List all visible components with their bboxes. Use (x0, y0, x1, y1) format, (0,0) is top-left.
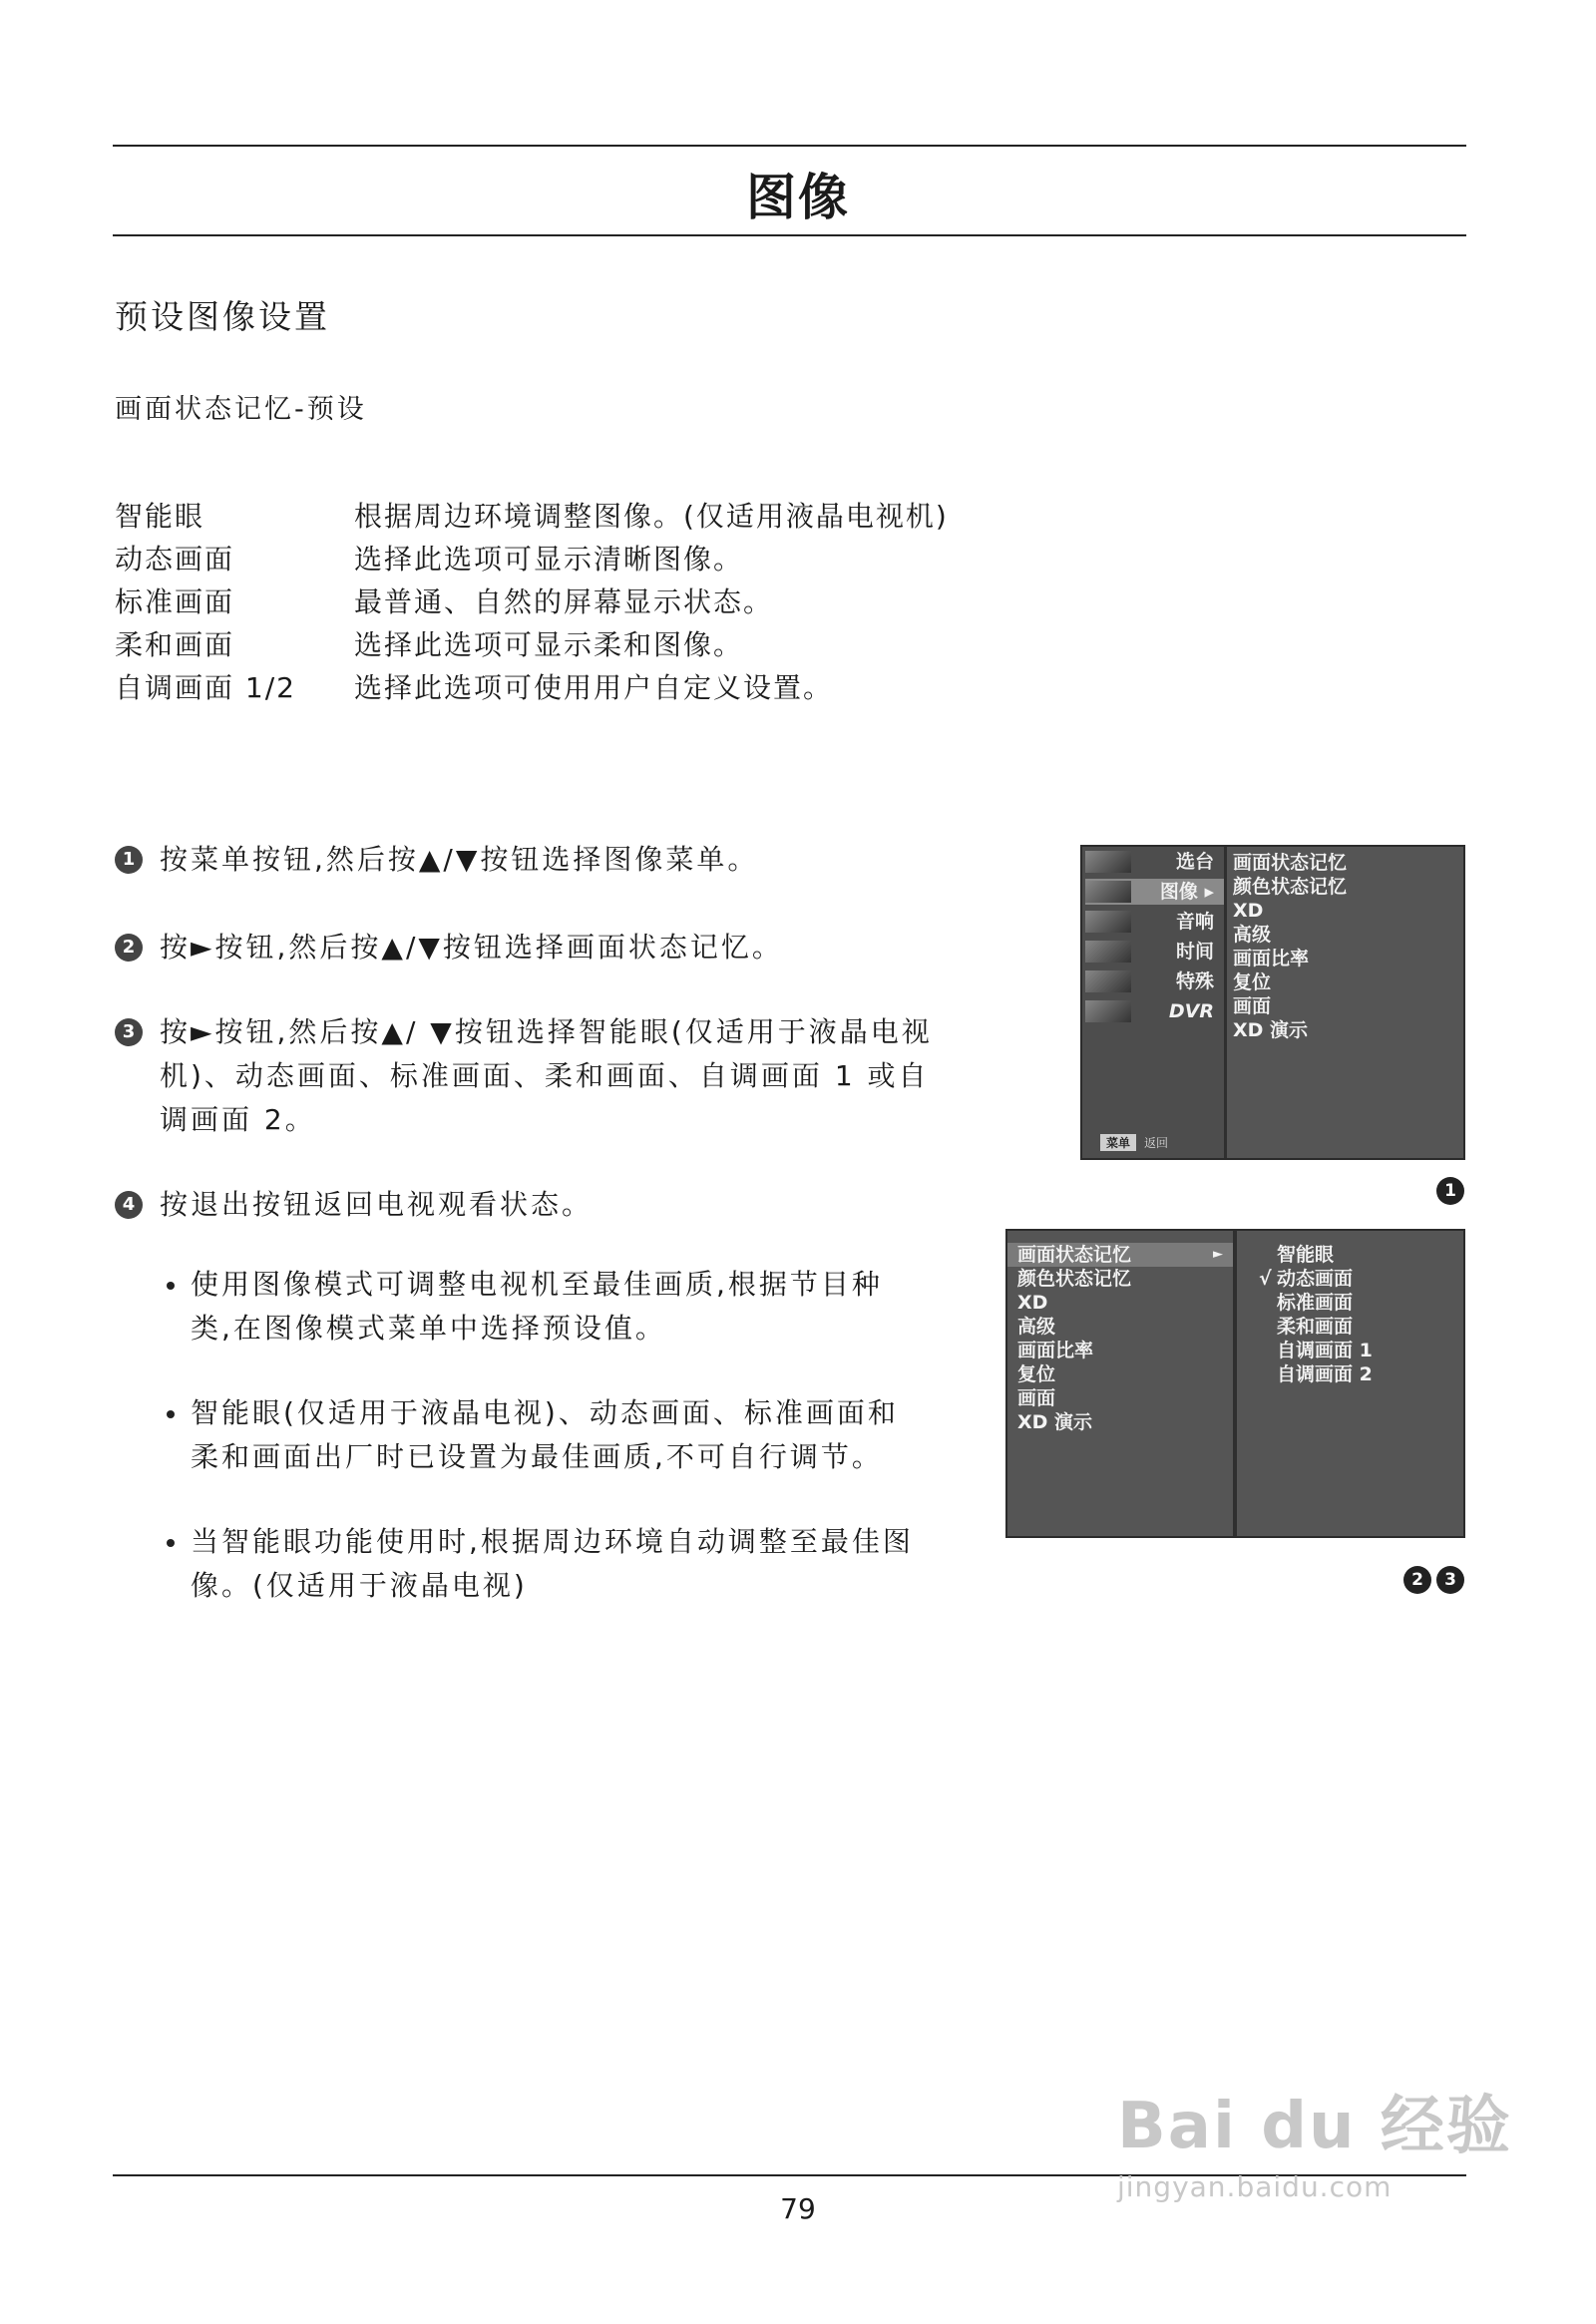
option-xd[interactable]: XD (1233, 900, 1264, 922)
definition-desc: 选择此选项可使用用户自定义设置。 (354, 671, 834, 704)
option-xd-demo[interactable]: XD 演示 (1233, 1019, 1309, 1041)
figure-marker-2: 2 (1403, 1566, 1431, 1594)
main-menu-column (1082, 847, 1227, 1158)
definition-term: 自调画面 1/2 (115, 671, 296, 704)
menu-footer (1100, 1134, 1168, 1151)
step-number: 2 (115, 934, 143, 962)
submenu-dynamic[interactable]: √ 动态画面 (1259, 1268, 1354, 1290)
menu-item-picture[interactable]: 图像 ▸ (1085, 879, 1224, 905)
option-advanced[interactable]: 高级 (1233, 924, 1272, 946)
submenu-user-2[interactable]: 自调画面 2 (1277, 1363, 1373, 1385)
menu-screen-2 (1005, 1229, 1465, 1538)
figure-marker-3: 3 (1436, 1566, 1464, 1594)
top-rule (113, 145, 1466, 147)
page-number: 79 (780, 2192, 816, 2225)
note-text: 使用图像模式可调整电视机至最佳画质,根据节目种类,在图像模式菜单中选择预设值。 (191, 1268, 883, 1345)
back-key-label: 返回 (1144, 1136, 1169, 1150)
menu-screen-1 (1080, 845, 1465, 1160)
definition-desc: 最普通、自然的屏幕显示状态。 (354, 585, 774, 618)
note-bullet (167, 1263, 915, 1351)
bullet-dot-icon (167, 1539, 175, 1547)
watermark-url: jingyan.baidu.com (1117, 2170, 1393, 2203)
option-aspect-ratio[interactable]: 画面比率 (1017, 1340, 1094, 1361)
definition-row (115, 666, 833, 706)
menu-item-dvr[interactable]: DVR (1085, 998, 1224, 1024)
submenu-user-1[interactable]: 自调画面 1 (1277, 1340, 1373, 1361)
submenu-standard[interactable]: 标准画面 (1277, 1292, 1354, 1314)
definition-desc: 选择此选项可显示柔和图像。 (354, 628, 744, 661)
note-text: 当智能眼功能使用时,根据周边环境自动调整至最佳图像。(仅适用于液晶电视) (191, 1525, 914, 1602)
menu-item-time[interactable]: 时间 (1085, 939, 1224, 965)
option-picture-mode[interactable]: 画面状态记忆 ► (1007, 1243, 1233, 1267)
step-2 (115, 926, 933, 969)
watermark (1117, 2075, 1512, 2203)
option-xd-demo[interactable]: XD 演示 (1017, 1411, 1093, 1433)
step-text: 按菜单按钮,然后按▲/▼按钮选择图像菜单。 (160, 843, 759, 876)
option-advanced[interactable]: 高级 (1017, 1316, 1056, 1338)
option-screen[interactable]: 画面 (1233, 995, 1272, 1017)
menu-item-sound[interactable]: 音响 (1085, 909, 1224, 935)
definition-term: 柔和画面 (115, 628, 235, 661)
watermark-brand: Bai du 经验 (1117, 2090, 1512, 2163)
picture-options-column (1007, 1231, 1237, 1536)
page-title: 图像 (746, 169, 850, 226)
submenu-mild[interactable]: 柔和画面 (1277, 1316, 1354, 1338)
step-3 (115, 1010, 943, 1142)
check-icon: √ (1259, 1268, 1272, 1290)
submenu-intelligent-eye[interactable]: 智能眼 (1277, 1244, 1335, 1266)
option-screen[interactable]: 画面 (1017, 1387, 1056, 1409)
step-1 (115, 838, 933, 882)
thumbnail-icon (1085, 851, 1131, 873)
option-reset[interactable]: 复位 (1017, 1363, 1056, 1385)
step-number: 4 (115, 1191, 143, 1219)
option-picture-mode[interactable]: 画面状态记忆 (1233, 852, 1348, 874)
subsection-title: 画面状态记忆-预设 (115, 394, 367, 425)
step-number: 3 (115, 1018, 143, 1046)
bullet-dot-icon (167, 1410, 175, 1418)
arrow-right-icon: ► (1213, 1247, 1223, 1262)
definition-row (115, 495, 949, 535)
definition-row (115, 581, 773, 620)
thumbnail-icon (1085, 881, 1131, 903)
title-underline (113, 234, 1466, 236)
section-title: 预设图像设置 (115, 297, 330, 336)
menu-key-label: 菜单 (1100, 1134, 1136, 1151)
step-text: 按退出按钮返回电视观看状态。 (160, 1188, 594, 1221)
option-color-mode[interactable]: 颜色状态记忆 (1233, 876, 1348, 898)
note-bullet (167, 1520, 915, 1608)
definition-desc: 选择此选项可显示清晰图像。 (354, 543, 744, 576)
step-text: 按►按钮,然后按▲/▼按钮选择画面状态记忆。 (160, 931, 783, 964)
definition-row (115, 538, 743, 578)
definition-term: 标准画面 (115, 585, 235, 618)
definition-row (115, 623, 743, 663)
picture-mode-submenu (1253, 1243, 1462, 1386)
picture-options-column (1233, 851, 1462, 1042)
step-4 (115, 1183, 933, 1227)
step-text: 按►按钮,然后按▲/ ▼按钮选择智能眼(仅适用于液晶电视机)、动态画面、标准画面、柔和画面、自调画面 1 或自调画面 2。 (160, 1015, 933, 1136)
definition-term: 智能眼 (115, 500, 205, 533)
note-bullet (167, 1391, 915, 1479)
note-text: 智能眼(仅适用于液晶电视)、动态画面、标准画面和柔和画面出厂时已设置为最佳画质,不可自行调节。 (191, 1396, 899, 1473)
thumbnail-icon (1085, 911, 1131, 933)
menu-item-channel[interactable]: 选台 (1085, 849, 1224, 875)
definition-desc: 根据周边环境调整图像。(仅适用液晶电视机) (354, 500, 949, 533)
option-color-mode[interactable]: 颜色状态记忆 (1017, 1268, 1132, 1290)
definition-term: 动态画面 (115, 543, 235, 576)
menu-item-special[interactable]: 特殊 (1085, 968, 1224, 994)
thumbnail-icon (1085, 941, 1131, 963)
thumbnail-icon (1085, 970, 1131, 992)
thumbnail-icon (1085, 1000, 1131, 1022)
figure-marker-1: 1 (1436, 1177, 1464, 1205)
option-xd[interactable]: XD (1017, 1292, 1048, 1314)
option-aspect-ratio[interactable]: 画面比率 (1233, 948, 1310, 969)
bullet-dot-icon (167, 1282, 175, 1290)
option-reset[interactable]: 复位 (1233, 971, 1272, 993)
step-number: 1 (115, 846, 143, 874)
